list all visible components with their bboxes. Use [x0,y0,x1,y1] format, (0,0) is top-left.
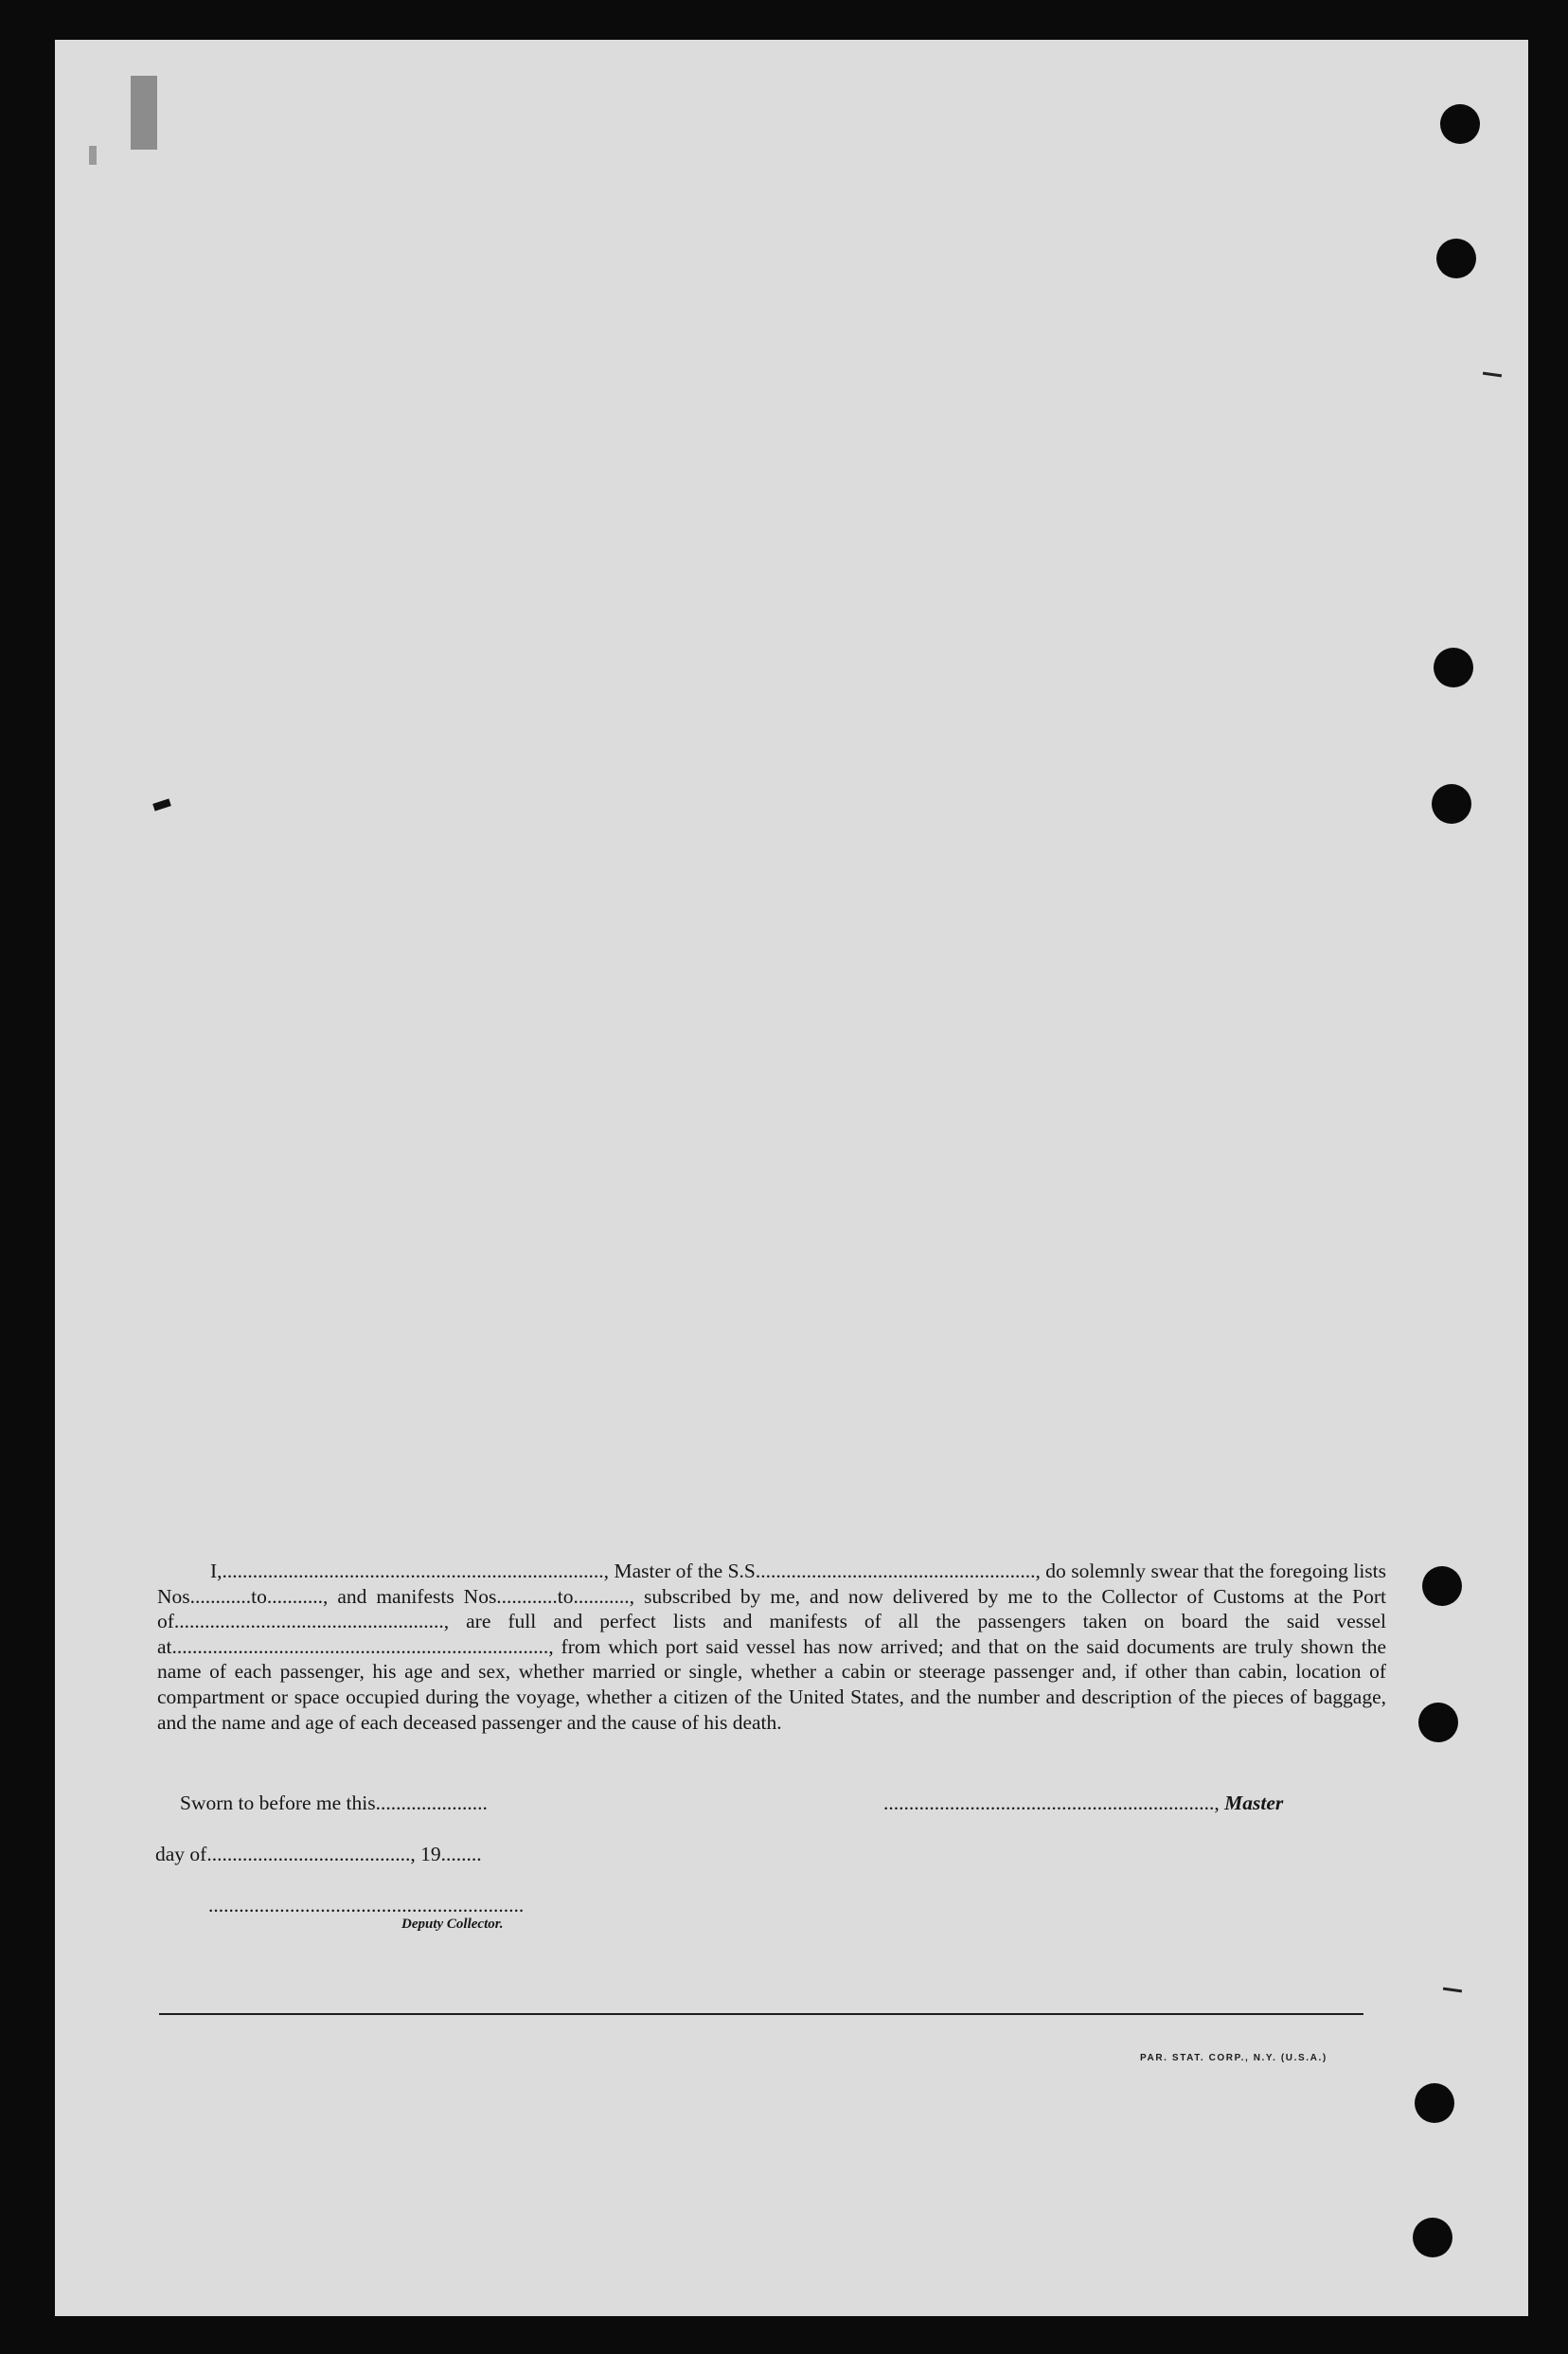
master-signature-dots: ................................................................., [883,1792,1220,1814]
binder-hole [1434,648,1473,687]
printer-imprint: PAR. STAT. CORP., N.Y. (U.S.A.) [1140,2053,1327,2063]
ink-mark [152,798,171,811]
corner-stamp-mark [89,146,97,165]
deputy-collector-label: Deputy Collector. [401,1917,504,1932]
oath-paragraph [157,1559,1386,1735]
day-of-line: day of........................................, 19........ [155,1843,482,1865]
master-label: Master [1224,1792,1284,1814]
corner-stamp-mark [131,76,157,150]
binder-hole [1436,239,1476,278]
binder-hole [1418,1703,1458,1742]
binder-hole [1432,784,1471,824]
oath-text: I,..........................................................................., Master of the S.S......................................................., do solemnly swear that the foregoing lists Nos............to..........., and manifests Nos............to..........., subscribed by me, and now delivered by me to the Collector of Customs at the Port of....................................................., are full and perfect lists and manifests of all the passengers taken on board the said vessel at.........................................................................., from which port said vessel has now arrived; and that on the said documents are truly shown the name of each passenger, his age and sex, whether married or single, whether a cabin or steerage passenger and, if other than cabin, location of compartment or space occupied during the voyage, whether a citizen of the United States, and the number and description of the pieces of baggage, and the name and age of each deceased passenger and the cause of his death. [157,1560,1386,1734]
horizontal-rule [159,2013,1363,2015]
binder-hole [1413,2218,1452,2257]
binder-hole [1440,104,1480,144]
sworn-before-line: Sworn to before me this...................... [180,1792,488,1814]
edge-tick-mark [1443,1988,1462,1993]
document-page [55,40,1528,2316]
binder-hole [1415,2083,1454,2123]
deputy-collector-signature-dots: .............................................................. [208,1894,525,1917]
master-signature-line [883,1792,1283,1815]
binder-hole [1422,1566,1462,1606]
edge-tick-mark [1483,372,1502,378]
